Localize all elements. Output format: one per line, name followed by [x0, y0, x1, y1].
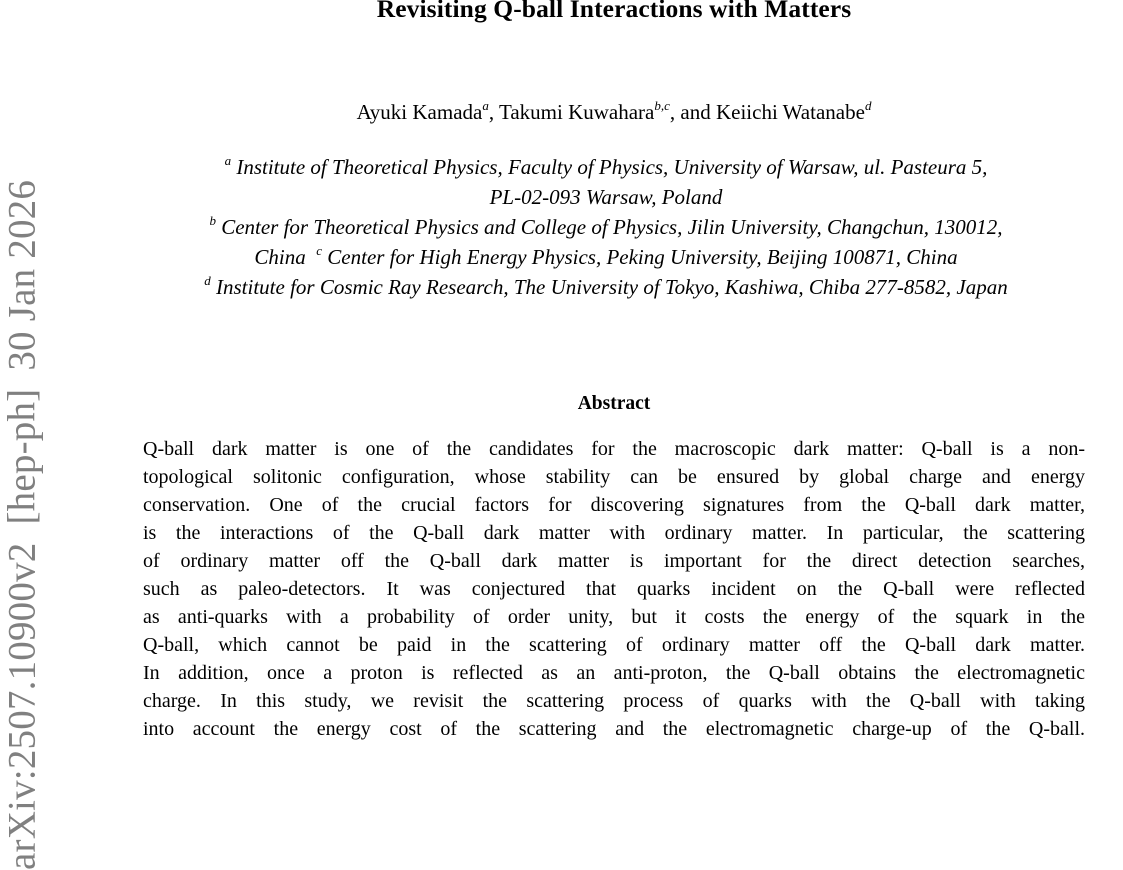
- author-name: Ayuki Kamada: [356, 100, 483, 124]
- author-separator: , and: [669, 100, 716, 124]
- affil-text: PL-02-093 Warsaw, Poland: [489, 185, 723, 209]
- abstract-line: is the interactions of the Q-ball dark matter with ordinary matter. In particular, the scattering: [143, 522, 1085, 544]
- arxiv-category: [hep-ph]: [0, 388, 44, 525]
- author-separator: ,: [488, 100, 499, 124]
- abstract-line: conservation. One of the crucial factors for discovering signatures from the Q-ball dark matter,: [143, 494, 1085, 516]
- arxiv-stamp: [0, 0, 44, 870]
- abstract-line: In addition, once a proton is reflected as an anti-proton, the Q-ball obtains the electromagnetic: [143, 662, 1085, 684]
- affil-text: Institute for Cosmic Ray Research, The University of Tokyo, Kashiwa, Chiba 277-8582, Japan: [216, 275, 1008, 299]
- affil-mark: a: [224, 153, 232, 168]
- author-affil-mark: d: [864, 98, 872, 113]
- affil-text: Institute of Theoretical Physics, Faculty of Physics, University of Warsaw, ul. Pasteura 5,: [236, 155, 988, 179]
- affiliation-line: [0, 215, 1123, 240]
- affil-mark: d: [204, 273, 211, 288]
- abstract-line: Q-ball dark matter is one of the candidates for the macroscopic dark matter: Q-ball is a non-: [143, 438, 1085, 460]
- arxiv-date: 30 Jan 2026: [0, 179, 44, 371]
- affil-mark: b: [209, 213, 216, 228]
- abstract-line: such as paleo-detectors. It was conjectured that quarks incident on the Q-ball were reflected: [143, 578, 1085, 600]
- abstract-line: charge. In this study, we revisit the scattering process of quarks with the Q-ball with taking: [143, 690, 1085, 712]
- affil-mark: c: [316, 243, 323, 258]
- abstract-heading: Abstract: [577, 393, 651, 414]
- abstract-line: of ordinary matter off the Q-ball dark matter is important for the direct detection searches,: [143, 550, 1085, 572]
- author-list: [0, 100, 1123, 125]
- affiliation-line: [0, 155, 1123, 180]
- author-name: Keiichi Watanabe: [715, 100, 865, 124]
- affiliation-line: [0, 275, 1123, 300]
- affil-text: Center for Theoretical Physics and College of Physics, Jilin University, Changchun, 130012,: [221, 215, 1003, 239]
- author-affil-mark: a: [482, 98, 489, 113]
- affil-text: Center for High Energy Physics, Peking University, Beijing 100871, China: [327, 245, 958, 269]
- affiliation-line: [0, 245, 1123, 270]
- affiliation-line: [0, 185, 1123, 210]
- author-name: Takumi Kuwahara: [498, 100, 655, 124]
- author-affil-mark: b,c: [654, 98, 670, 113]
- abstract-line: into account the energy cost of the scattering and the electromagnetic charge-up of the Q-ball.: [143, 718, 1085, 740]
- abstract-line: Q-ball, which cannot be paid in the scattering of ordinary matter off the Q-ball dark matter.: [143, 634, 1085, 656]
- abstract-line: topological solitonic configuration, whose stability can be ensured by global charge and energy: [143, 466, 1085, 488]
- abstract-line: as anti-quarks with a probability of order unity, but it costs the energy of the squark in the: [143, 606, 1085, 628]
- affil-text: China: [254, 245, 306, 269]
- paper-title: Revisiting Q-ball Interactions with Matters: [376, 0, 852, 23]
- arxiv-id[interactable]: arXiv:2507.10900v2: [0, 542, 44, 870]
